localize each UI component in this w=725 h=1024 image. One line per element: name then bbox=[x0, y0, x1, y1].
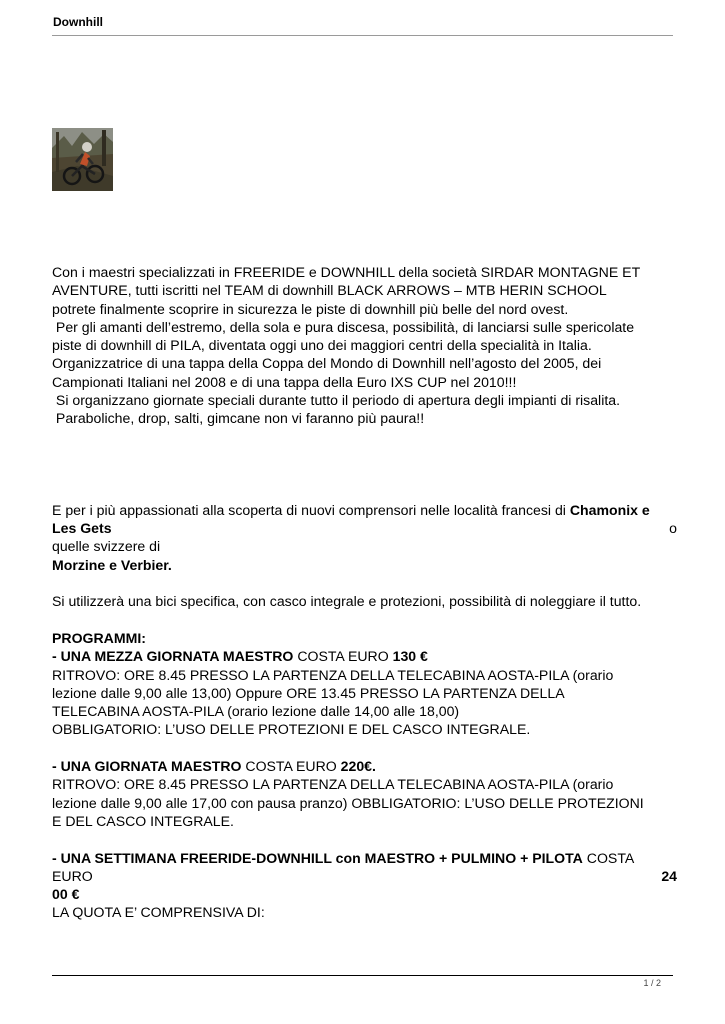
intro-paragraph bbox=[52, 263, 677, 428]
program-detail-line: RITROVO: ORE 8.45 PRESSO LA PARTENZA DELLA TELECABINA AOSTA-PILA (orario bbox=[52, 776, 614, 793]
destinations-les-gets: Les Gets bbox=[52, 520, 112, 537]
destinations-morzine: Morzine e Verbier. bbox=[52, 556, 172, 573]
program-price: 130 € bbox=[392, 648, 428, 665]
program-detail-line: OBBLIGATORIO: L’USO DELLE PROTEZIONI E DEL CASCO INTEGRALE. bbox=[52, 721, 531, 738]
program-title: - UNA MEZZA GIORNATA MAESTRO bbox=[52, 648, 294, 665]
program-title: - UNA SETTIMANA FREERIDE-DOWNHILL con MAESTRO + PULMINO + PILOTA bbox=[52, 849, 583, 866]
destinations-paragraph bbox=[52, 501, 677, 574]
programmi-heading: PROGRAMMI: bbox=[52, 629, 146, 646]
intro-line: Per gli amanti dell’estremo, della sola e pura discesa, possibilità, di lanciarsi sulle spericolate bbox=[52, 318, 635, 335]
program-mezza-giornata bbox=[52, 647, 677, 738]
bike-note: Si utilizzerà una bici specifica, con casco integrale e protezioni, possibilità di noleggiare il tutto. bbox=[52, 593, 642, 610]
intro-line: Con i maestri specializzati in FREERIDE e DOWNHILL della società SIRDAR MONTAGNE ET bbox=[52, 264, 641, 280]
program-price-part: 00 € bbox=[52, 886, 80, 903]
header-divider bbox=[52, 35, 673, 36]
intro-line: piste di downhill di PILA, diventata oggi uno dei maggiori centri della specialità in Italia. bbox=[52, 337, 592, 354]
intro-line: Organizzatrice di una tappa della Coppa del Mondo di Downhill nell’agosto del 2005, dei bbox=[52, 355, 602, 372]
intro-line: Paraboliche, drop, salti, gimcane non vi faranno più paura!! bbox=[52, 410, 425, 427]
destinations-or: o bbox=[669, 520, 677, 537]
program-price-part: 24 bbox=[661, 867, 677, 884]
destinations-chamonix: Chamonix e bbox=[569, 501, 650, 518]
page-number: 1 / 2 bbox=[643, 978, 661, 988]
program-cost-label: COSTA bbox=[582, 849, 635, 866]
program-detail-line: RITROVO: ORE 8.45 PRESSO LA PARTENZA DELLA TELECABINA AOSTA-PILA (orario bbox=[52, 666, 614, 683]
program-euro-label: EURO bbox=[52, 867, 93, 884]
intro-line: potrete finalmente scoprire in sicurezza le piste di downhill più belle del nord ovest. bbox=[52, 300, 569, 317]
page-header-title: Downhill bbox=[53, 15, 103, 29]
program-price: 220€. bbox=[340, 758, 376, 775]
footer-divider bbox=[52, 975, 673, 976]
program-detail-line: TELECABINA AOSTA-PILA (orario lezione dalle 14,00 alle 18,00) bbox=[52, 703, 460, 720]
program-settimana bbox=[52, 849, 677, 922]
intro-line: AVENTURE, tutti iscritti nel TEAM di downhill BLACK ARROWS – MTB HERIN SCHOOL bbox=[52, 282, 607, 299]
downhill-rider-photo bbox=[52, 128, 113, 191]
program-detail-line: lezione dalle 9,00 alle 17,00 con pausa pranzo) OBBLIGATORIO: L’USO DELLE PROTEZIONI bbox=[52, 794, 644, 811]
program-detail-line: E DEL CASCO INTEGRALE. bbox=[52, 812, 234, 829]
intro-line: Campionati Italiani nel 2008 e di una tappa della Euro IXS CUP nel 2010!!! bbox=[52, 373, 517, 390]
program-detail-line: lezione dalle 9,00 alle 13,00) Oppure ORE 13.45 PRESSO LA PARTENZA DELLA bbox=[52, 684, 565, 701]
program-title: - UNA GIORNATA MAESTRO bbox=[52, 758, 242, 775]
program-cost-label: COSTA EURO bbox=[293, 648, 393, 665]
destinations-swiss: quelle svizzere di bbox=[52, 538, 161, 555]
main-content bbox=[52, 263, 677, 922]
intro-line: Si organizzano giornate speciali durante tutto il periodo di apertura degli impianti di risalita. bbox=[52, 392, 620, 409]
program-cost-label: COSTA EURO bbox=[241, 758, 341, 775]
program-quota-line: LA QUOTA E’ COMPRENSIVA DI: bbox=[52, 904, 265, 921]
program-giornata bbox=[52, 757, 677, 830]
destinations-text: E per i più appassionati alla scoperta di nuovi comprensori nelle località francesi di bbox=[52, 501, 570, 518]
